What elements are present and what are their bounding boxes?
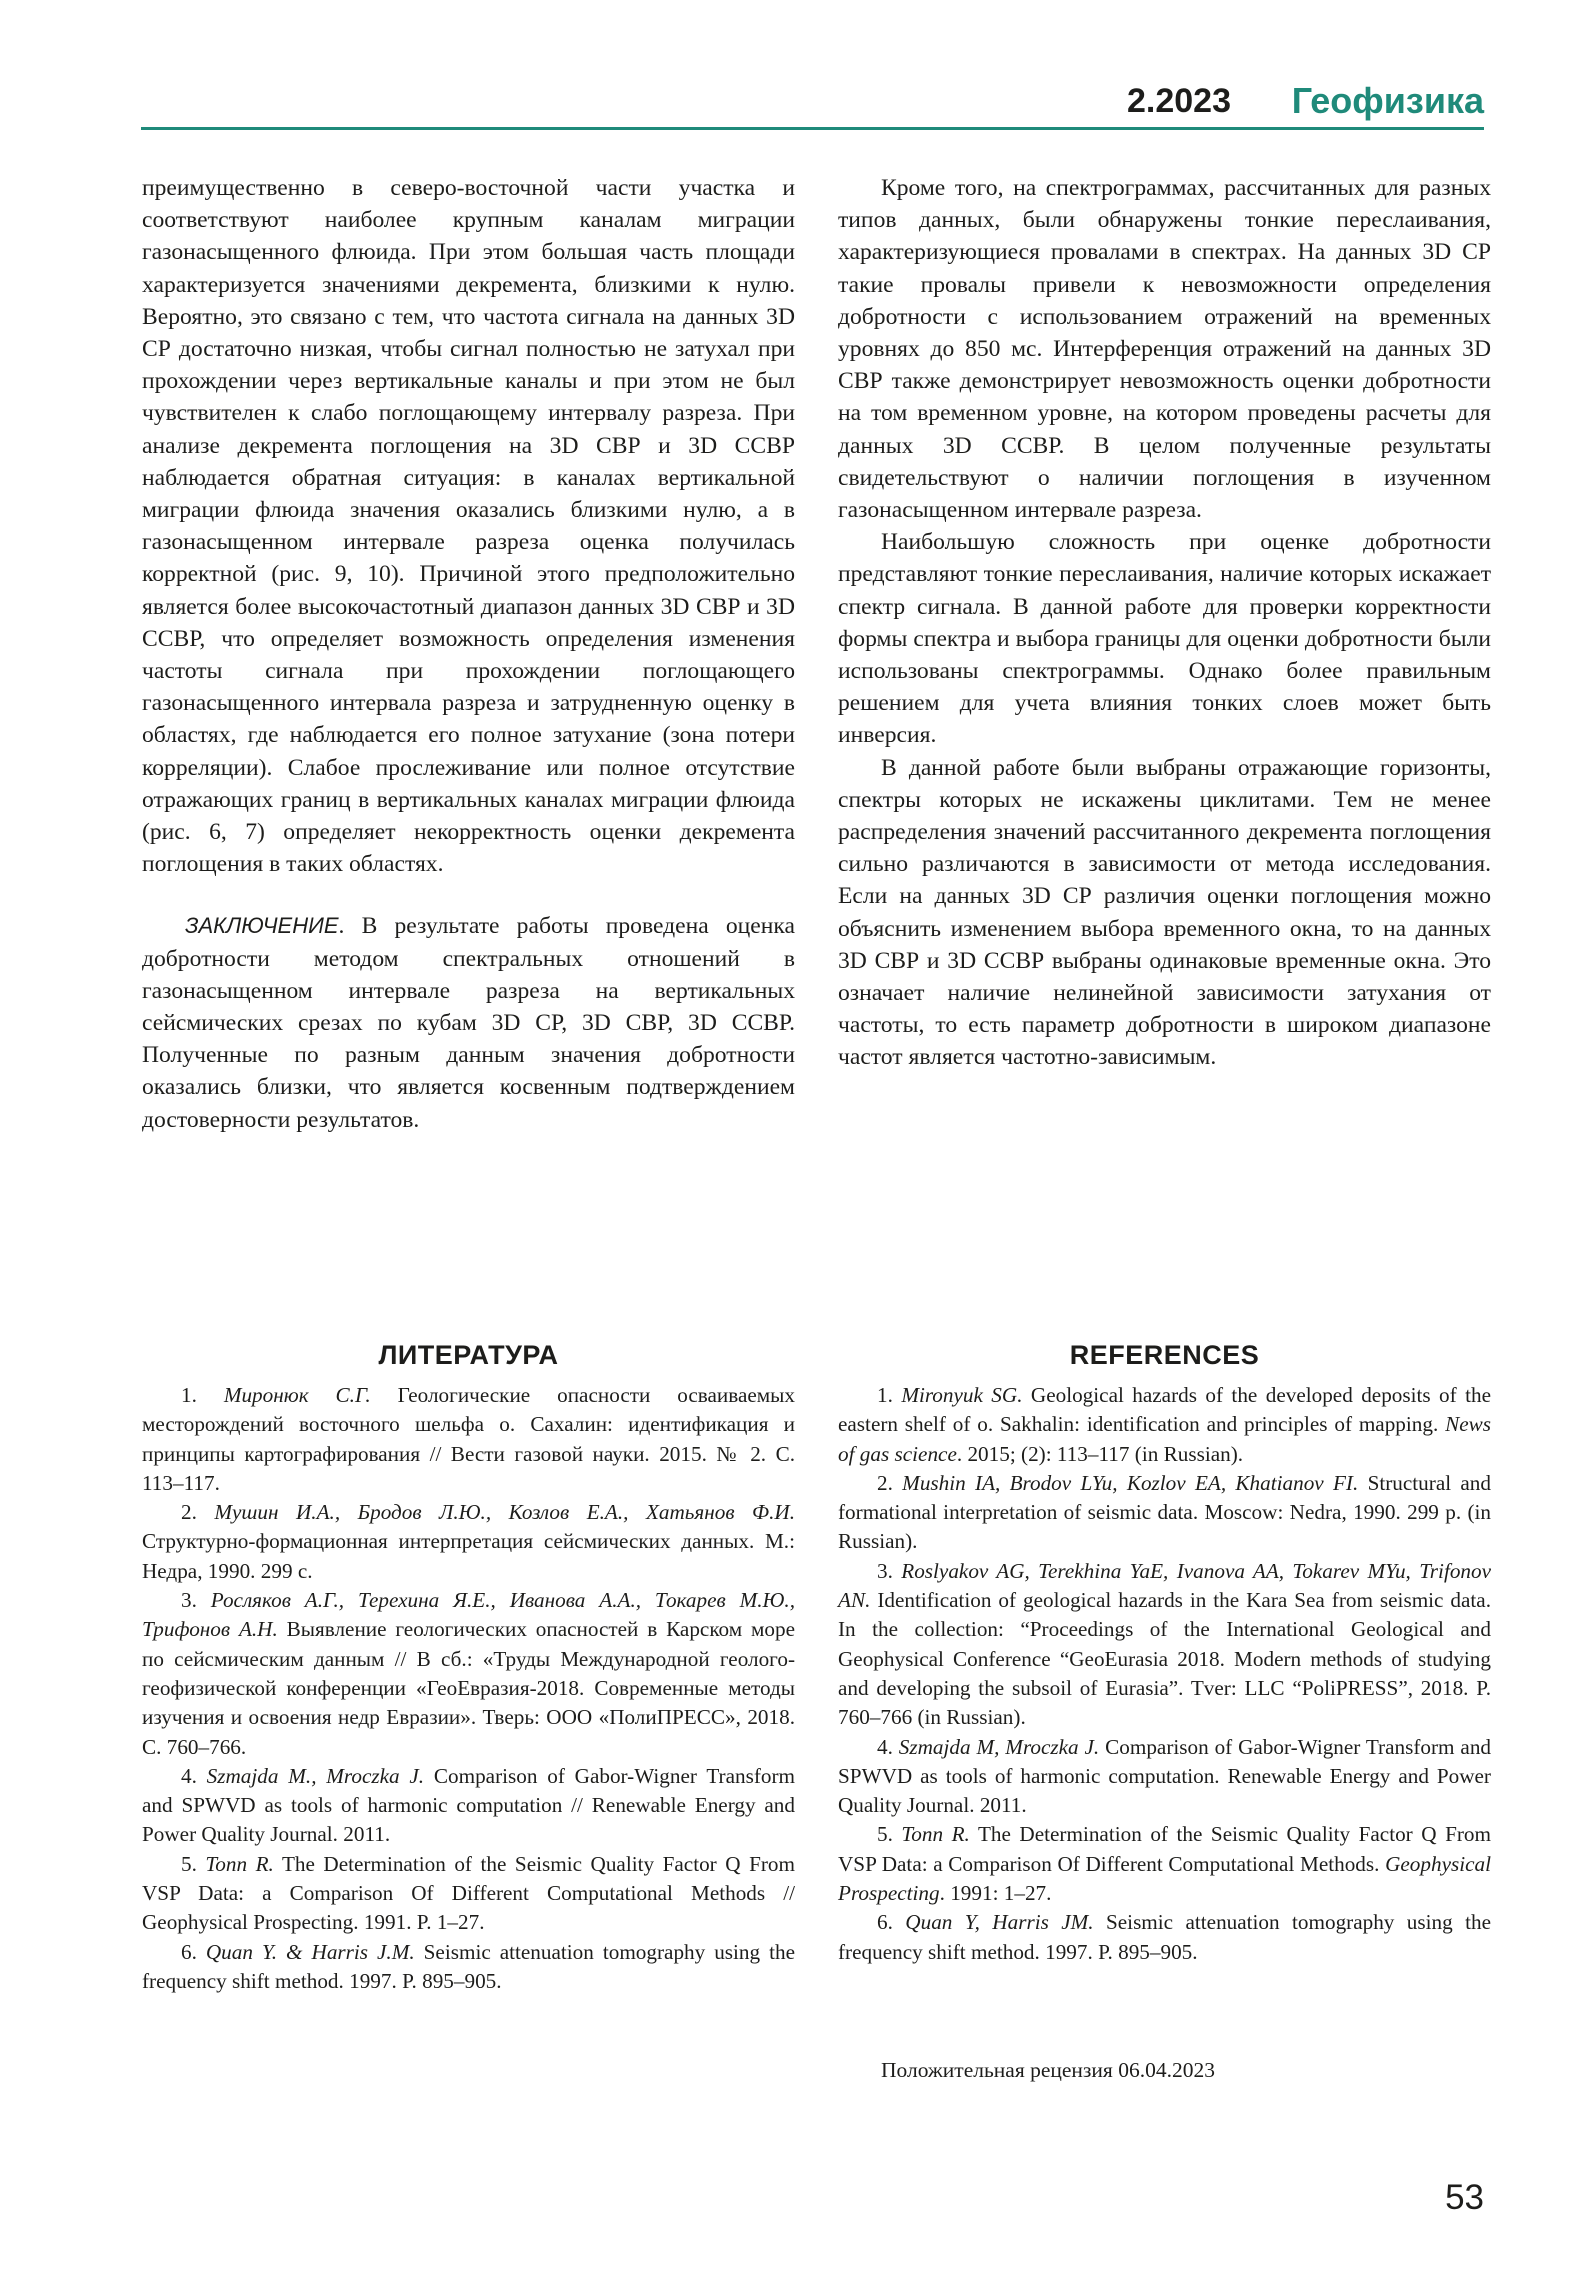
issue-number: 2.2023 <box>1127 82 1231 120</box>
reference-item: 2. Mushin IA, Brodov LYu, Kozlov EA, Khatianov FI. Structural and formational interpretation of seismic data. Moscow: Nedra, 1990. 299 p. (in Russian). <box>838 1470 1491 1554</box>
literature-section <box>142 1337 795 1996</box>
conclusion-text: . В результате работы проведена оценка добротности методом спектральных отношений в газонасыщенном интервале разреза на вертикальных сейсмических срезах по кубам 3D СР, 3D СВР, 3D ССВР. Полученные по разным данным значения добротности оказались близки, что является косвенным подтверждением достоверности результатов. <box>142 913 795 1133</box>
paragraph: В данной работе были выбраны отражающие горизонты, спектры которых не искажены циклитами. Тем не менее распределения значений рассчитанного декремента поглощения сильно различаются в зависимости от метода исследования. Если на данных 3D СР различия оценки поглощения можно объяснить изменением выбора временного окна, то на данных 3D СВР и 3D ССВР выбраны одинаковые временные окна. Это означает наличие нелинейной зависимости затухания от частоты, то есть параметр добротности в широком диапазоне частот является частотно-зависимым. <box>838 754 1491 1071</box>
reference-item: 3. Росляков А.Г., Терехина Я.Е., Иванова А.А., Токарев М.Ю., Трифонов А.Н. Выявление геологических опасностей в Карском море по сейсмическим данным // В сб.: «Труды Международной геолого-геофизической конференции «ГеоЕвразия-2018. Современные методы изучения и освоения недр Евразии». Тверь: ООО «ПолиПРЕСС», 2018. С. 760–766. <box>142 1588 795 1759</box>
references-title: REFERENCES <box>1069 1340 1260 1370</box>
reference-item: 6. Quan Y. & Harris J.M. Seismic attenuation tomography using the frequency shift method. 1997. P. 895–905. <box>142 1939 795 1993</box>
reference-item: 1. Миронюк С.Г. Геологические опасности осваиваемых месторождений восточного шельфа о. Сахалин: идентификация и принципы картографирования // Вести газовой науки. 2015. № 2. С. 113–117. <box>142 1383 796 1495</box>
conclusion-label: ЗАКЛЮЧЕНИЕ <box>185 913 339 939</box>
review-note: Положительная рецензия 06.04.2023 <box>881 2058 1215 2082</box>
reference-item: 3. Roslyakov AG, Terekhina YaE, Ivanova AA, Tokarev MYu, Trifonov AN. Identification of geological hazards in the Kara Sea from seismic data. In the collection: “Proceedings of the International Geological and Geophysical Conference “GeoEurasia 2018. Modern methods of studying and developing the subsoil of Eurasia”. Tver: LLC “PoliPRESS”, 2018. P. 760–766 (in Russian). <box>838 1558 1492 1730</box>
reference-item: 4. Szmajda M., Mroczka J. Comparison of Gabor-Wigner Transform and SPWVD as tools of harmonic computation // Renewable Energy and Power Quality Journal. 2011. <box>142 1763 795 1847</box>
journal-title: Геофизика <box>1291 80 1484 121</box>
literature-title: ЛИТЕРАТУРА <box>378 1340 559 1370</box>
reference-item: 5. Tonn R. The Determination of the Seismic Quality Factor Q From VSP Data: a Comparison Of Different Computational Methods. Geophysical Prospecting. 1991: 1–27. <box>838 1822 1492 1906</box>
reference-item: 1. Mironyuk SG. Geological hazards of the developed deposits of the eastern shelf of o. Sakhalin: identification and principles of mapping. News of gas science. 2015; (2): 113–117 (in Russian). <box>838 1383 1492 1466</box>
left-text-column <box>142 172 795 1136</box>
reference-item: 2. Мушин И.А., Бродов Л.Ю., Козлов Е.А., Хатьянов Ф.И. Структурно-формационная интерпретация сейсмических данных. М.: Недра, 1990. 299 с. <box>142 1500 795 1583</box>
header-rule <box>141 127 1484 130</box>
running-header <box>141 72 1484 130</box>
right-text-column <box>838 172 1491 1074</box>
reference-item: 4. Szmajda M, Mroczka J. Comparison of Gabor-Wigner Transform and SPWVD as tools of harmonic computation. Renewable Energy and Power Quality Journal. 2011. <box>838 1734 1492 1818</box>
conclusion-paragraph <box>142 910 795 1135</box>
paragraph: Кроме того, на спектрограммах, рассчитанных для разных типов данных, были обнаружены тонкие переслаивания, характеризующиеся провалами в спектрах. На данных 3D СР такие провалы привели к невозможности определения добротности с использованием отражений на временных уровнях до 850 мс. Интерференция отражений на данных 3D СВР также демонстрирует невозможность оценки добротности на том временном уровне, на котором проведены расчеты для данных 3D ССВР. В целом полученные результаты свидетельствуют о наличии поглощения в изученном газонасыщенном интервале разреза. <box>838 175 1491 524</box>
reference-item: 5. Tonn R. The Determination of the Seismic Quality Factor Q From VSP Data: a Comparison Of Different Computational Methods // Geophysical Prospecting. 1991. P. 1–27. <box>142 1851 796 1935</box>
references-section <box>838 1337 1491 1967</box>
reference-item: 6. Quan Y, Harris JM. Seismic attenuation tomography using the frequency shift method. 1997. P. 895–905. <box>838 1910 1492 1964</box>
paragraph: Наибольшую сложность при оценке добротности представляют тонкие переслаивания, наличие которых искажает спектр сигнала. В данной работе для проверки корректности формы спектра и выбора границы для оценки добротности были использованы спектрограммы. Однако более правильным решением для учета влияния тонких слоев может быть инверсия. <box>838 529 1491 749</box>
page-number: 53 <box>1445 2178 1484 2217</box>
paragraph: преимущественно в северо-восточной части участка и соответствуют наиболее крупным каналам миграции газонасыщенного флюида. При этом большая часть площади характеризуется значениями декремента, близкими к нулю. Вероятно, это связано с тем, что частота сигнала на данных 3D СР достаточно низкая, чтобы сигнал полностью не затухал при прохождении через вертикальные каналы и при этом не был чувствителен к слабо поглощающему интервалу разреза. При анализе декремента поглощения на 3D СВР и 3D ССВР наблюдается обратная ситуация: в каналах вертикальной миграции флюида значения оказались близкими нулю, а в газонасыщенном интервале разреза оценка получилась корректной (рис. 9, 10). Причиной этого предположительно является более высокочастотный диапазон данных 3D СВР и 3D ССВР, что определяет возможность определения изменения частоты сигнала при прохождении поглощающего газонасыщенного интервала разреза и затрудненную оценку в областях, где наблюдается его полное затухание (зона потери корреляции). Слабое прослеживание или полное отсутствие отражающих границ в вертикальных каналах миграции флюида (рис. 6, 7) определяет некорректность оценки декремента поглощения в таких областях. <box>142 175 795 878</box>
